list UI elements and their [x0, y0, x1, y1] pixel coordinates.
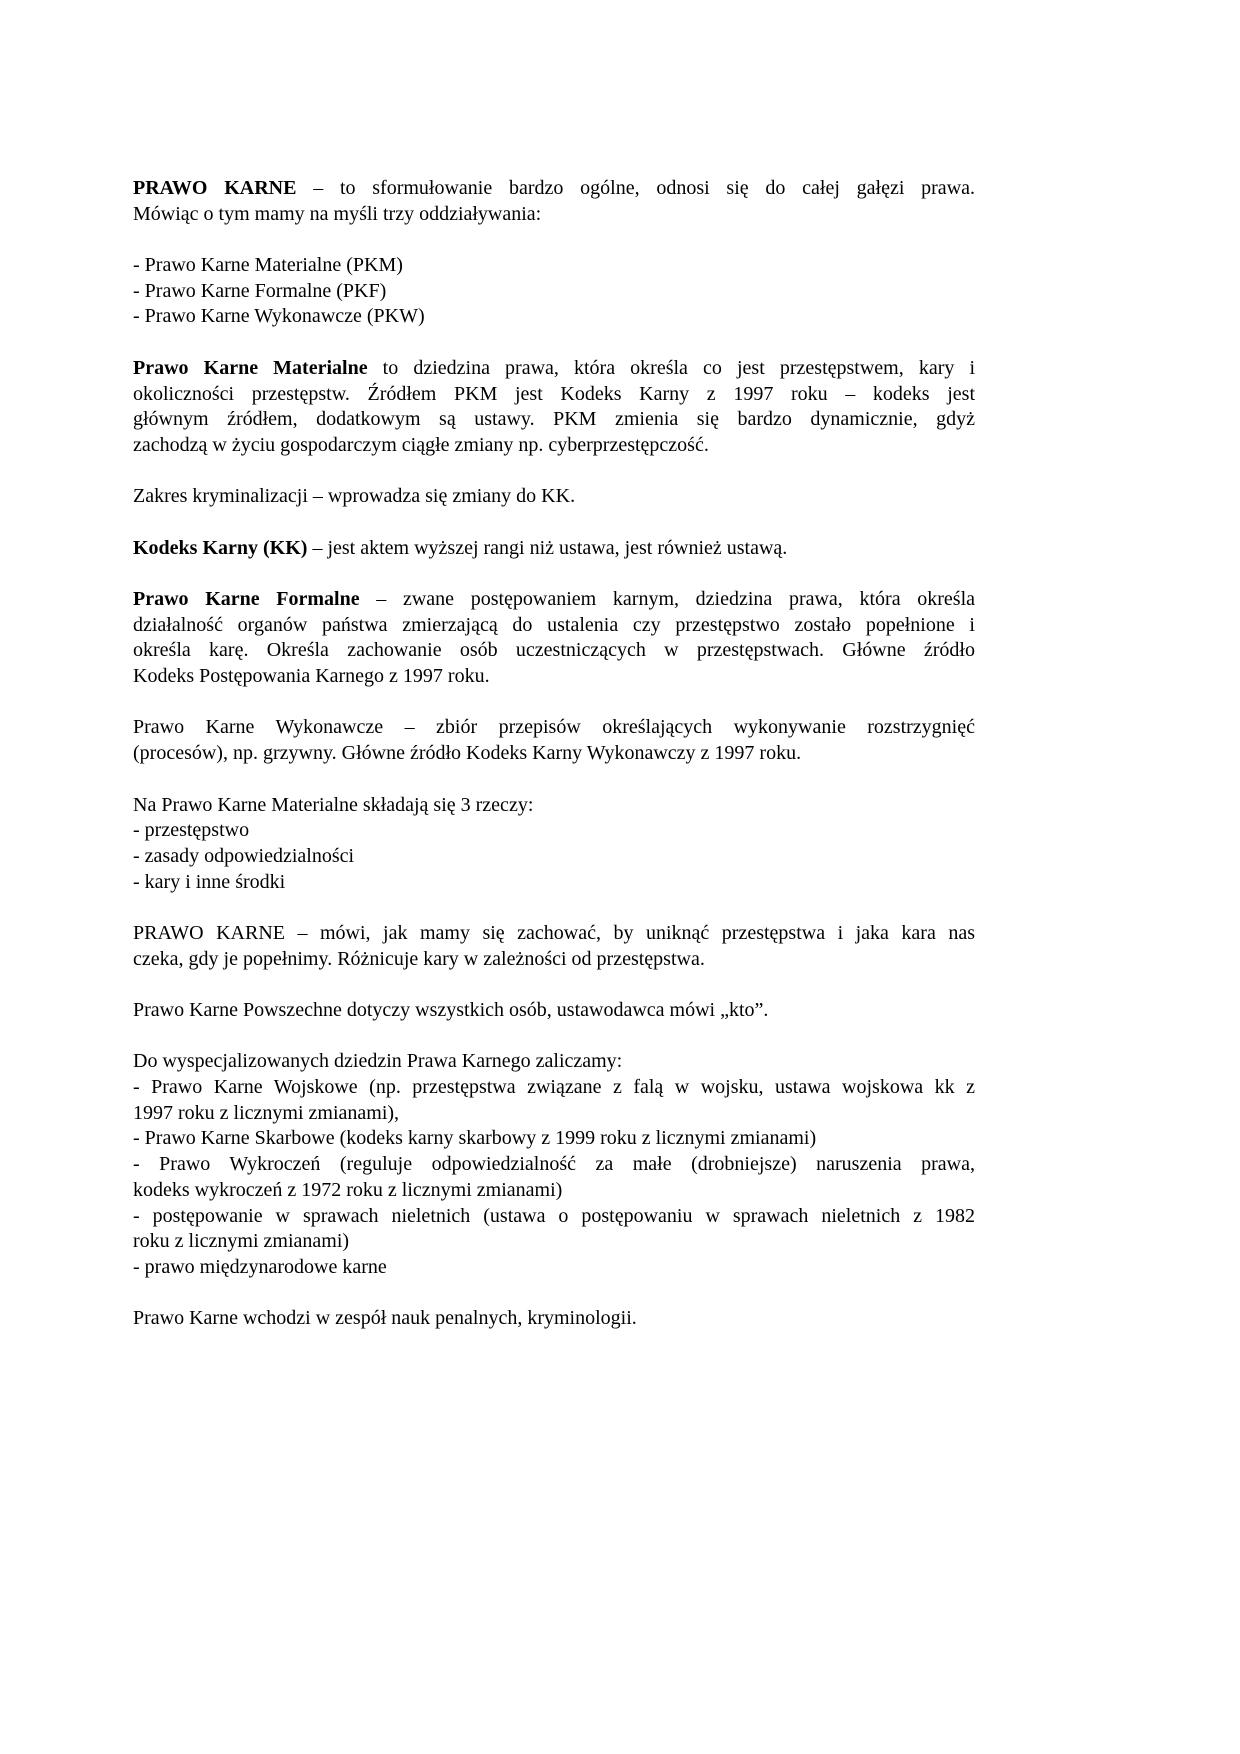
- list-item: - postępowanie w sprawach nieletnich (ustawa o postępowaniu w sprawach nieletnich z 1982: [133, 1204, 975, 1227]
- list-item: roku z licznymi zmianami): [133, 1230, 350, 1253]
- text-line: Mówiąc o tym mamy na myśli trzy oddziaływania:: [133, 202, 542, 225]
- text: – jest aktem wyższej rangi niż ustawa, jest również ustawą.: [307, 536, 788, 559]
- list-item: - Prawo Wykroczeń (reguluje odpowiedzialność za małe (drobniejsze) naruszenia prawa,: [133, 1153, 975, 1176]
- list-item: - prawo międzynarodowe karne: [133, 1255, 387, 1278]
- paragraph-pkm: [133, 356, 975, 459]
- text-line: okoliczności przestępstw. Źródłem PKM jest Kodeks Karny z 1997 roku – kodeks jest: [133, 382, 975, 405]
- list-item: - Prawo Karne Skarbowe (kodeks karny skarbowy z 1999 roku z licznymi zmianami): [133, 1127, 817, 1150]
- text: – to sformułowanie bardzo ogólne, odnosi się do całej gałęzi prawa.: [296, 177, 975, 199]
- list-branches: [133, 253, 975, 330]
- bold-term: PRAWO KARNE: [133, 177, 297, 199]
- paragraph-prawo-karne-2: [133, 921, 975, 972]
- paragraph-kk: [133, 536, 975, 562]
- bold-term: Prawo Karne Materialne: [133, 356, 368, 379]
- paragraph-pkw: [133, 715, 975, 766]
- list-item: - Prawo Karne Materialne (PKM): [133, 254, 403, 277]
- text-line: (procesów), np. grzywny. Główne źródło Kodeks Karny Wykonawczy z 1997 roku.: [133, 742, 802, 765]
- paragraph-pkf: [133, 587, 975, 690]
- list-item: - Prawo Karne Wojskowe (np. przestępstwa związane z falą w wojsku, ustawa wojskowa kk z: [133, 1076, 975, 1099]
- list-item: - Prawo Karne Wykonawcze (PKW): [133, 305, 425, 328]
- text-line: zachodzą w życiu gospodarczym ciągłe zmiany np. cyberprzestępczość.: [133, 433, 709, 456]
- bold-term: Kodeks Karny (KK): [133, 536, 308, 559]
- text-line: Prawo Karne Wykonawcze – zbiór przepisów określających wykonywanie rozstrzygnięć: [133, 716, 975, 739]
- paragraph-zakres: Zakres kryminalizacji – wprowadza się zmiany do KK.: [133, 485, 576, 508]
- paragraph-closing: Prawo Karne wchodzi w zespół nauk penalnych, kryminologii.: [133, 1307, 637, 1330]
- list-item: - zasady odpowiedzialności: [133, 844, 355, 867]
- text-line: Kodeks Postępowania Karnego z 1997 roku.: [133, 665, 490, 688]
- list-item: - kary i inne środki: [133, 870, 286, 893]
- text-line: czeka, gdy je popełnimy. Różnicuje kary w zależności od przestępstwa.: [133, 947, 705, 970]
- text-line: Na Prawo Karne Materialne składają się 3 rzeczy:: [133, 793, 534, 816]
- paragraph-prawo-karne: [133, 176, 975, 227]
- document-page: [133, 176, 975, 1332]
- text: – zwane postępowaniem karnym, dziedzina prawa, która określa: [359, 588, 975, 610]
- text-line: działalność organów państwa zmierzającą do ustalenia czy przestępstwo zostało popełnione i: [133, 613, 975, 636]
- list-item: kodeks wykroczeń z 1972 roku z licznymi zmianami): [133, 1178, 563, 1201]
- text-line: PRAWO KARNE – mówi, jak mamy się zachować, by uniknąć przestępstwa i jaka kara nas: [133, 921, 975, 944]
- paragraph-specialized: [133, 1049, 975, 1280]
- list-item: 1997 roku z licznymi zmianami),: [133, 1101, 400, 1124]
- bold-term: Prawo Karne Formalne: [133, 588, 360, 610]
- list-item: - przestępstwo: [133, 819, 250, 842]
- text: to dziedzina prawa, która określa co jest przestępstwem, kary i: [367, 356, 975, 379]
- paragraph-powszechne: Prawo Karne Powszechne dotyczy wszystkich osób, ustawodawca mówi „kto”.: [133, 999, 769, 1021]
- text-line: [133, 587, 975, 613]
- text-line: głównym źródłem, dodatkowym są ustawy. PKM zmienia się bardzo dynamicznie, gdyż: [133, 408, 975, 431]
- text-line: Do wyspecjalizowanych dziedzin Prawa Karnego zaliczamy:: [133, 1050, 623, 1073]
- text-line: [133, 176, 975, 202]
- text-line: określa karę. Określa zachowanie osób uczestniczących w przestępstwach. Główne źródło: [133, 639, 975, 662]
- text-line: [133, 356, 975, 382]
- list-item: - Prawo Karne Formalne (PKF): [133, 279, 387, 302]
- paragraph-pkm-components: [133, 793, 975, 896]
